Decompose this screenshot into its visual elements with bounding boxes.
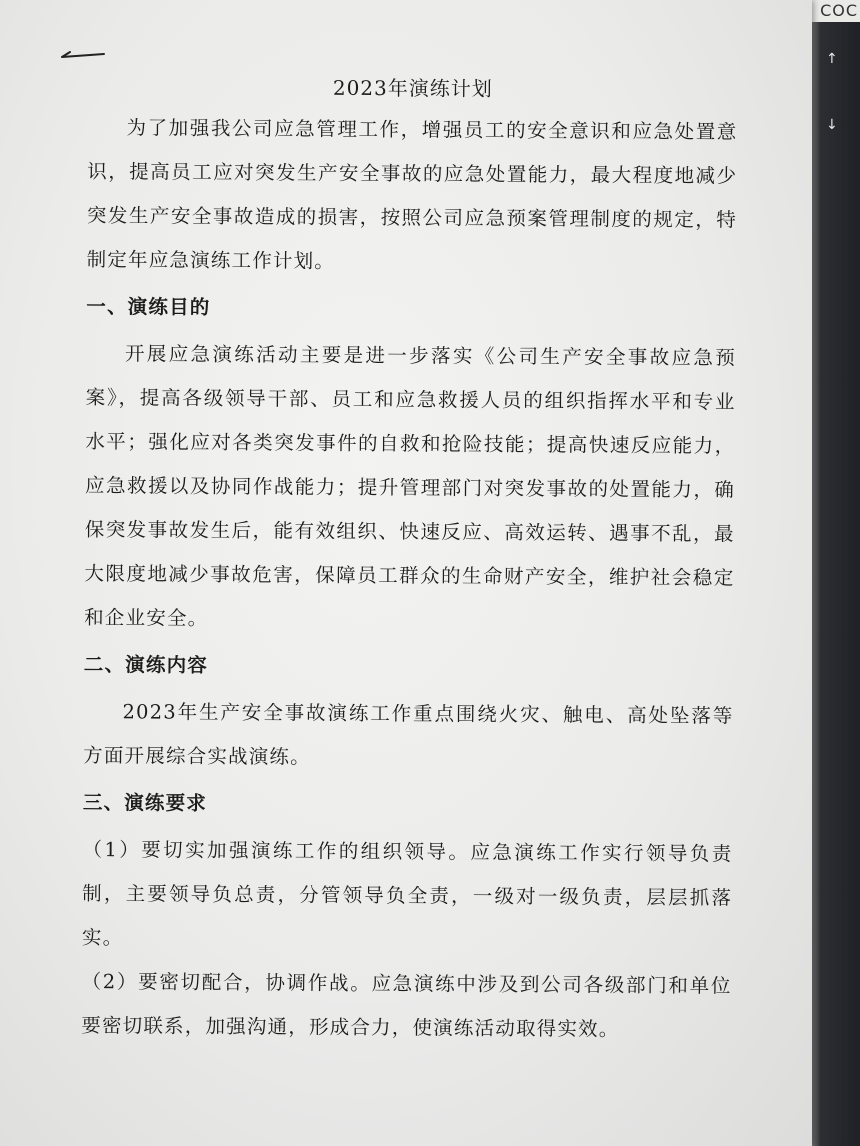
pen-mark-icon [60,46,106,62]
arrow-down-icon: ↓ [826,117,838,133]
section-heading-content: 二、演练内容 [83,652,209,677]
requirement-item-1: （1）要切实加强演练工作的组织领导。应急演练工作实行领导负责制，主要领导负总责，分管领导负全责，一级对一级负责，层层抓落实。 [81,837,733,950]
intro-paragraph: 为了加强我公司应急管理工作，增强员工的安全意识和应急处置意识，提高员工应对突发生产安全事故的应急处置能力，最大程度地减少突发生产安全事故造成的损害，按照公司应急预案管理制度的规定，特制定年应急演练工作计划。 [86,116,738,273]
section-heading-purpose: 一、演练目的 [86,294,211,319]
edge-label: COC [808,0,860,22]
document-body [81,66,738,1053]
section-body-purpose: 开展应急演练活动主要是进一步落实《公司生产安全事故应急预案》，提高各级领导干部、员工和应急救援人员的组织指挥水平和专业水平；强化应对各类突发事件的自救和抢险技能；提高快速反应能力，应急救援以及协同作战能力；提升管理部门对突发事故的处置能力，确保突发事故发生后，能有效组织、快速反应、高效运转、遇事不乱，最大限度地减少事故危害，保障员工群众的生命财产安全，维护社会稳定和企业安全。 [84,342,737,630]
document-title: 2023年演练计划 [332,75,493,101]
section-body-content: 2023年生产安全事故演练工作重点围绕火灾、触电、高处坠落等方面开展综合实战演练。 [83,700,734,769]
arrow-up-icon: ↑ [826,51,838,67]
section-heading-requirements: 三、演练要求 [82,790,208,815]
requirement-item-2: （2）要密切配合，协调作战。应急演练中涉及到公司各级部门和单位要密切联系，加强沟通，形成合力，使演练活动取得实效。 [81,969,732,1041]
